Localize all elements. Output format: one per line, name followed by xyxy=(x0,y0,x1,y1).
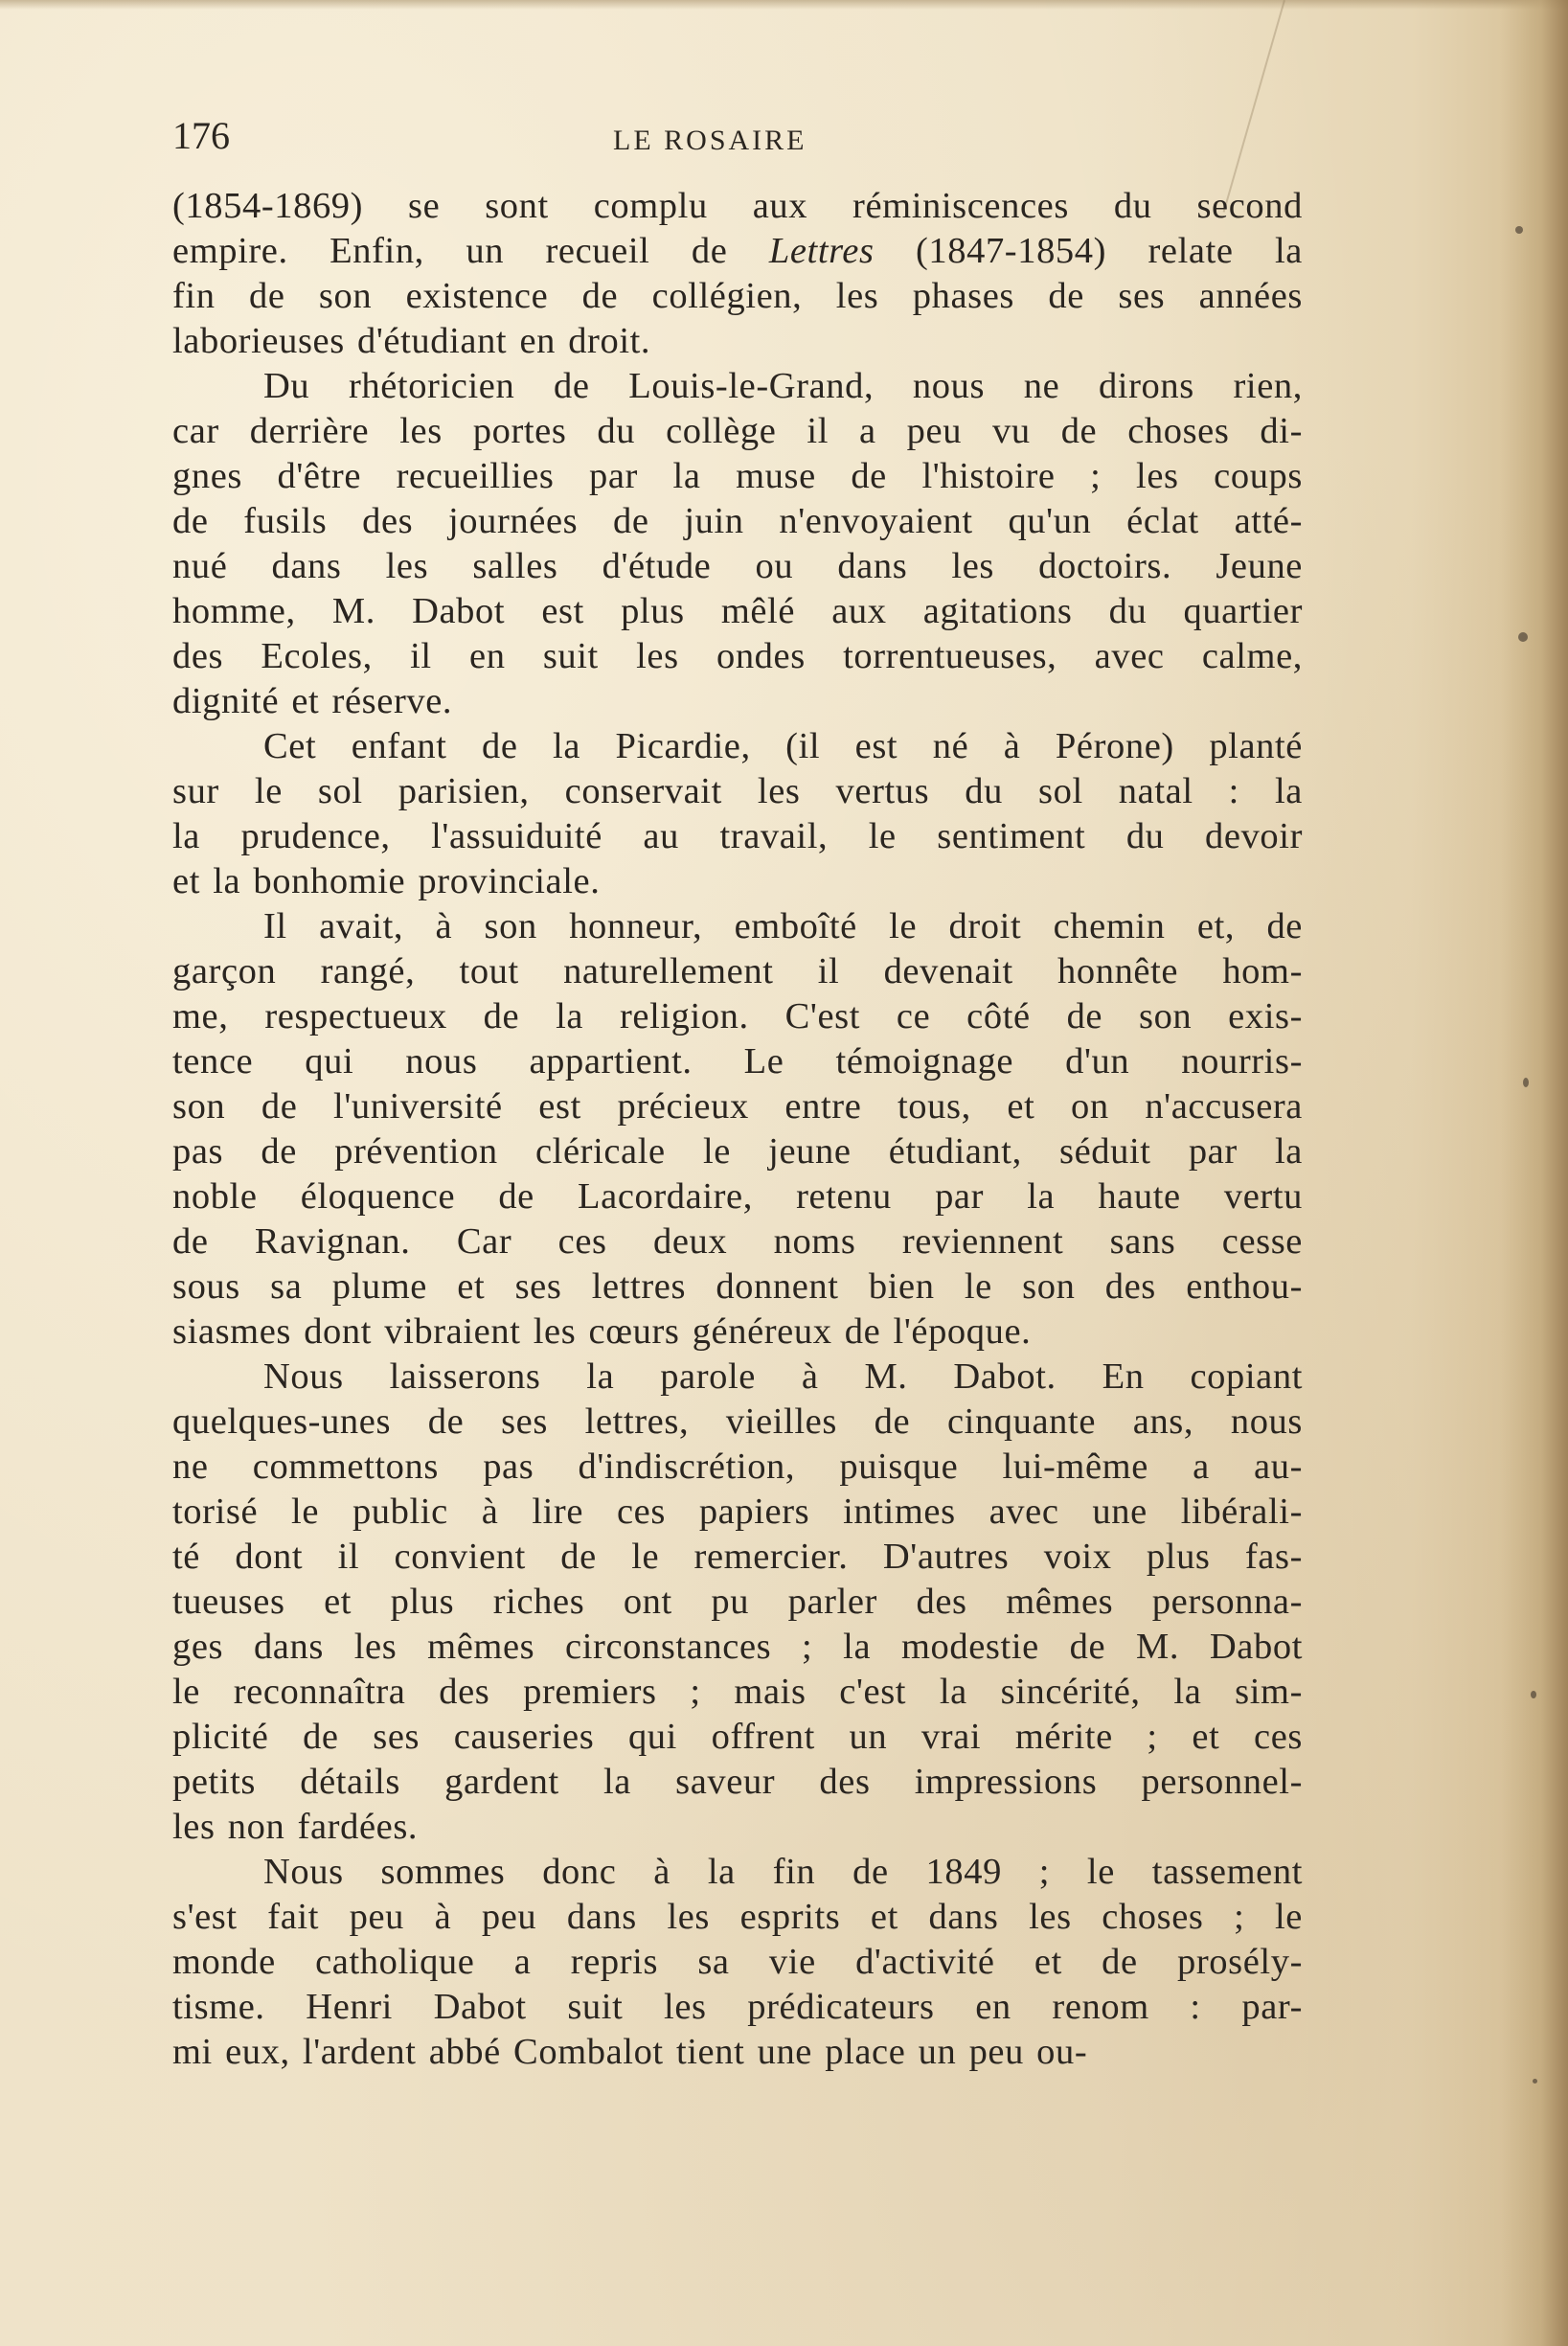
ink-speck xyxy=(1531,1691,1536,1698)
text-line: siasmes dont vibraient les cœurs généreux de l'époque. xyxy=(172,1311,1032,1352)
text-line: monde catholique a repris sa vie d'activité et de prosély- xyxy=(172,1942,1303,1982)
text-line: (1854-1869) se sont complu aux réminiscences du second xyxy=(172,186,1303,226)
ink-speck xyxy=(1515,226,1523,234)
text-line: des Ecoles, il en suit les ondes torrentueuses, avec calme, xyxy=(172,636,1303,676)
text-line: la prudence, l'assuiduité au travail, le sentiment du devoir xyxy=(172,816,1303,856)
page-right-edge-shadow xyxy=(1501,0,1568,2346)
text-line: torisé le public à lire ces papiers intimes avec une libérali- xyxy=(172,1492,1303,1532)
text-line: plicité de ses causeries qui offrent un vrai mérite ; et ces xyxy=(172,1717,1303,1757)
text-line: sous sa plume et ses lettres donnent bien le son des enthou- xyxy=(172,1266,1303,1307)
ink-speck xyxy=(1523,1078,1529,1087)
page-crease-mark xyxy=(1223,0,1285,213)
text-line: Nous laisserons la parole à M. Dabot. En copiant xyxy=(263,1356,1303,1397)
text-line: gnes d'être recueillies par la muse de l'histoire ; les coups xyxy=(172,456,1303,496)
text-line: me, respectueux de la religion. C'est ce côté de son exis- xyxy=(172,996,1303,1036)
text-line: noble éloquence de Lacordaire, retenu par la haute vertu xyxy=(172,1176,1303,1217)
ink-speck xyxy=(1533,2079,1537,2084)
body-text xyxy=(172,184,1303,2075)
text-line: petits détails gardent la saveur des impressions personnel- xyxy=(172,1762,1303,1802)
text-line: garçon rangé, tout naturellement il devenait honnête hom- xyxy=(172,951,1303,991)
text-line: ges dans les mêmes circonstances ; la modestie de M. Dabot xyxy=(172,1627,1303,1667)
text-line: pas de prévention cléricale le jeune étudiant, séduit par la xyxy=(172,1131,1303,1172)
text-line: Il avait, à son honneur, emboîté le droit chemin et, de xyxy=(263,906,1303,946)
ink-speck xyxy=(1518,632,1528,642)
page-header xyxy=(172,113,1322,171)
text-line: le reconnaîtra des premiers ; mais c'est la sincérité, la sim- xyxy=(172,1672,1303,1712)
running-title: LE ROSAIRE xyxy=(613,125,807,156)
text-line: ne commettons pas d'indiscrétion, puisque lui-même a au- xyxy=(172,1446,1303,1487)
text-line: son de l'université est précieux entre tous, et on n'accusera xyxy=(172,1086,1303,1127)
text-line: homme, M. Dabot est plus mêlé aux agitations du quartier xyxy=(172,591,1303,631)
text-line: fin de son existence de collégien, les phases de ses années xyxy=(172,276,1303,316)
text-line: tence qui nous appartient. Le témoignage d'un nourris- xyxy=(172,1041,1303,1082)
text-line: les non fardées. xyxy=(172,1807,419,1847)
text-line: laborieuses d'étudiant en droit. xyxy=(172,321,651,361)
text-line: empire. Enfin, un recueil de Lettres (1847-1854) relate la xyxy=(172,231,1303,271)
text-line: quelques-unes de ses lettres, vieilles de cinquante ans, nous xyxy=(172,1401,1303,1442)
text-line: sur le sol parisien, conservait les vertus du sol natal : la xyxy=(172,771,1303,811)
text-line: tueuses et plus riches ont pu parler des mêmes personna- xyxy=(172,1582,1303,1622)
text-line: Du rhétoricien de Louis-le-Grand, nous ne dirons rien, xyxy=(263,366,1303,406)
page-number: 176 xyxy=(172,114,230,157)
text-line: car derrière les portes du collège il a peu vu de choses di- xyxy=(172,411,1303,451)
text-line: Cet enfant de la Picardie, (il est né à Pérone) planté xyxy=(263,726,1303,766)
text-line: tisme. Henri Dabot suit les prédicateurs en renom : par- xyxy=(172,1987,1303,2027)
text-line: et la bonhomie provinciale. xyxy=(172,861,601,901)
text-line: de Ravignan. Car ces deux noms reviennent sans cesse xyxy=(172,1221,1303,1262)
text-line: dignité et réserve. xyxy=(172,681,453,721)
text-line: té dont il convient de le remercier. D'autres voix plus fas- xyxy=(172,1537,1303,1577)
page-top-edge-shadow xyxy=(0,0,1568,10)
text-line: de fusils des journées de juin n'envoyaient qu'un éclat atté- xyxy=(172,501,1303,541)
text-line: s'est fait peu à peu dans les esprits et dans les choses ; le xyxy=(172,1897,1303,1937)
text-line: mi eux, l'ardent abbé Combalot tient une place un peu ou- xyxy=(172,2032,1088,2072)
text-line: Nous sommes donc à la fin de 1849 ; le tassement xyxy=(263,1852,1303,1892)
text-line: nué dans les salles d'étude ou dans les doctoirs. Jeune xyxy=(172,546,1303,586)
